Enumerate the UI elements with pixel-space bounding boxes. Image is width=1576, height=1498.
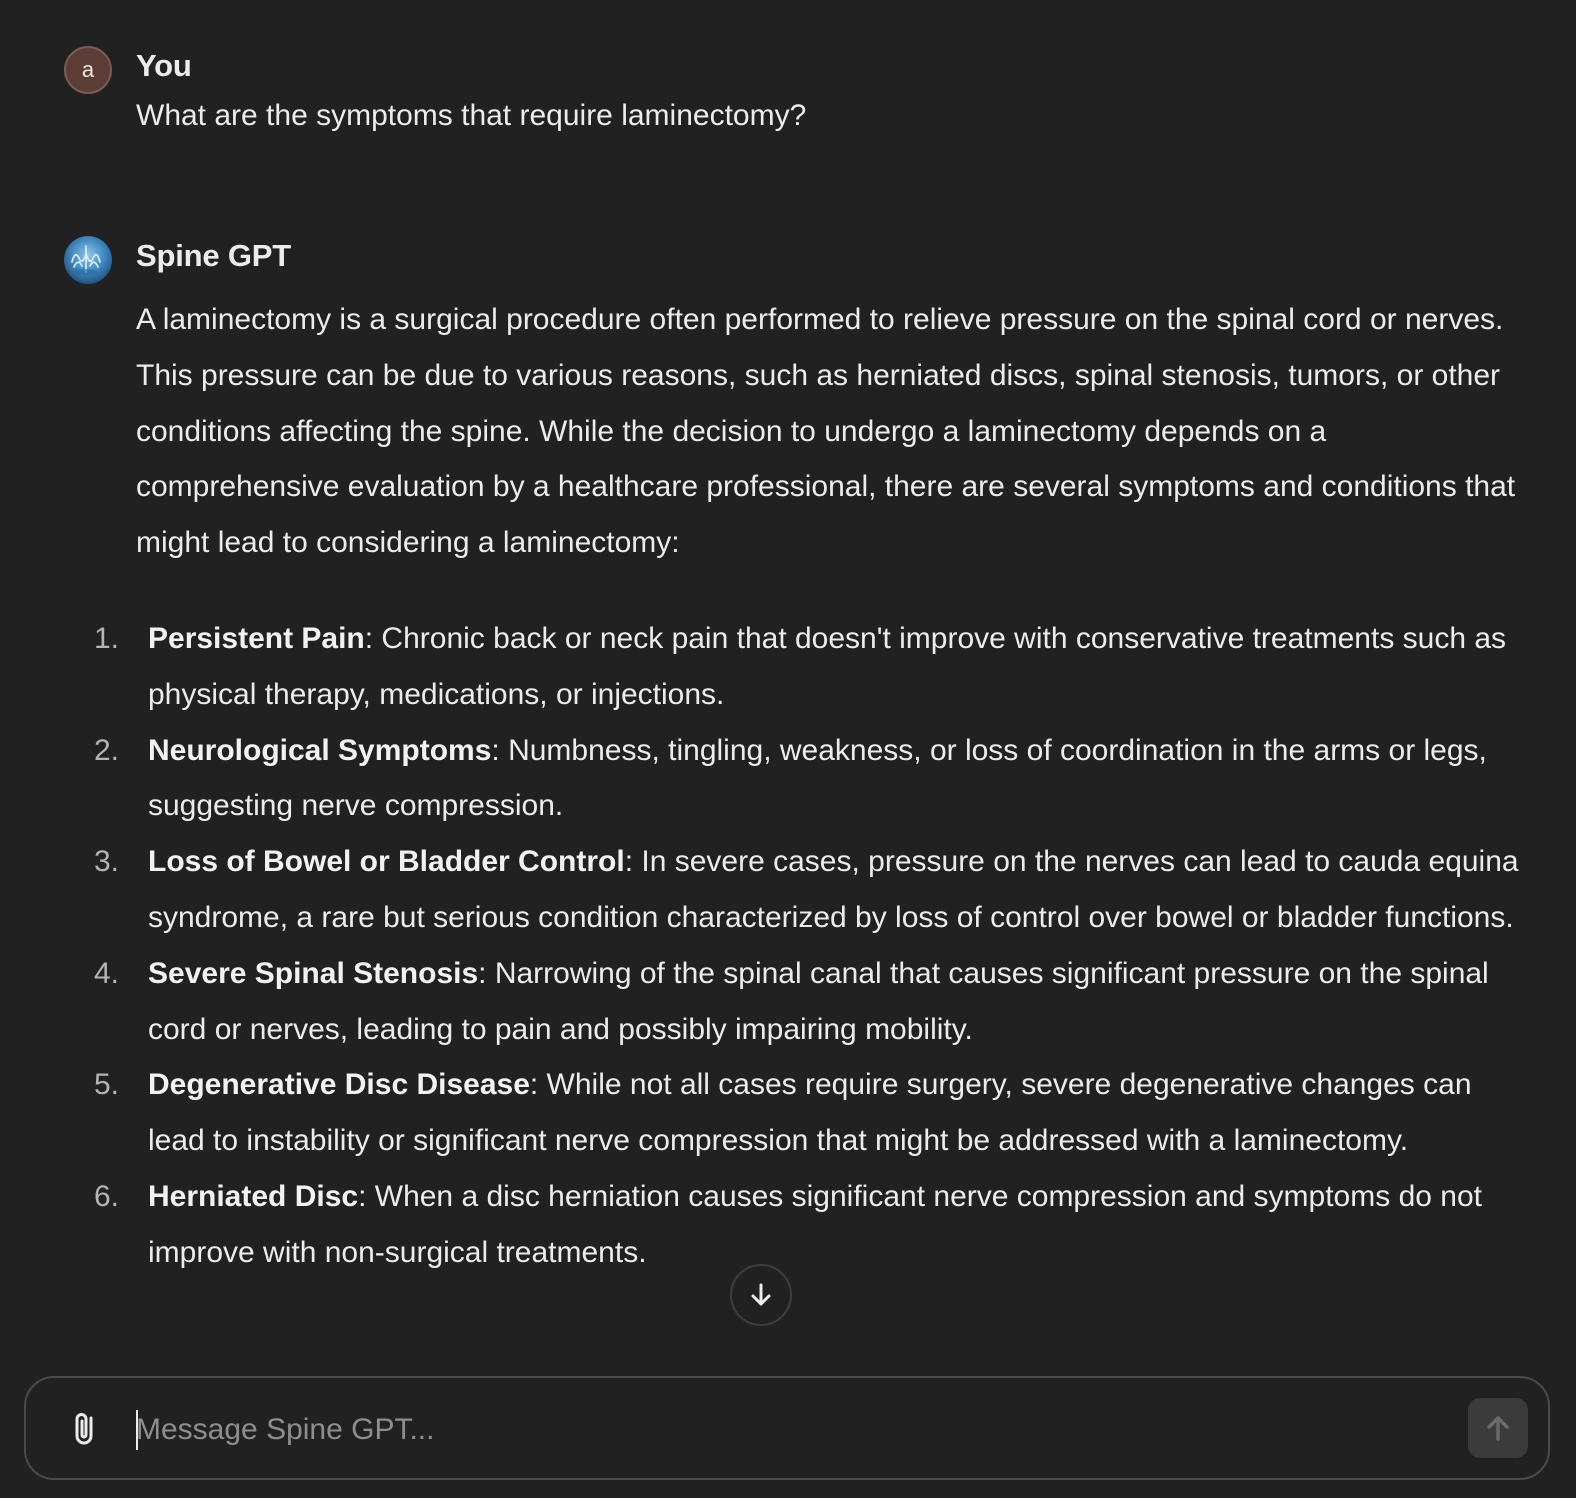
list-term: Herniated Disc (148, 1179, 359, 1213)
message-input[interactable] (136, 1402, 1436, 1458)
user-avatar (64, 46, 112, 94)
response-intro: A laminectomy is a surgical procedure often performed to relieve pressure on the spinal cord or nerves. This pressure can be due to various reasons, such as herniated discs, spinal stenosis, tumors, or other conditions affecting the spine. While the decision to undergo a laminectomy depends on a comprehensive evaluation by a healthcare professional, there are several symptoms and conditions that might lead to considering a laminectomy: (136, 303, 1516, 560)
assistant-response-body (94, 292, 1536, 1281)
list-item (94, 1057, 1536, 1169)
list-description: : Narrowing of the spinal canal that causes significant pressure on the spinal cord or nerves, leading to pain and possibly impairing mobility. (148, 956, 1489, 1046)
user-message-text: What are the symptoms that require laminectomy? (136, 99, 807, 132)
user-author-name: You (136, 48, 192, 83)
list-number: 2. (94, 733, 120, 767)
arrow-down-icon (746, 1280, 776, 1310)
list-term: Neurological Symptoms (148, 733, 492, 767)
list-description: : In severe cases, pressure on the nerves can lead to cauda equina syndrome, a rare but serious condition characterized by loss of control over bowel or bladder functions. (148, 845, 1519, 934)
list-number: 6. (94, 1179, 120, 1213)
list-description: : When a disc herniation causes significant nerve compression and symptoms do not improve with non-surgical treatments. (148, 1179, 1482, 1269)
list-description: : Chronic back or neck pain that doesn't improve with conservative treatments such as physical therapy, medications, or injections. (148, 621, 1507, 711)
list-item (94, 946, 1536, 1058)
spine-gpt-avatar (64, 236, 112, 284)
list-number: 5. (94, 1068, 120, 1102)
list-number: 4. (94, 956, 120, 990)
list-number: 3. (94, 845, 120, 879)
scroll-to-bottom-button[interactable] (730, 1264, 792, 1326)
list-description: : Numbness, tingling, weakness, or loss of coordination in the arms or legs, suggesting nerve compression. (148, 733, 1487, 823)
spine-logo-icon (64, 236, 108, 280)
list-term: Severe Spinal Stenosis (148, 956, 479, 990)
list-item (94, 1169, 1536, 1281)
list-term: Loss of Bowel or Bladder Control (148, 845, 625, 879)
list-term: Persistent Pain (148, 621, 365, 655)
list-description: : While not all cases require surgery, severe degenerative changes can lead to instability or significant nerve compression that might be addressed with a laminectomy. (148, 1068, 1472, 1158)
list-item (94, 723, 1536, 835)
symptom-list (94, 611, 1536, 1281)
paperclip-icon (64, 1406, 108, 1450)
arrow-up-icon (1482, 1412, 1514, 1444)
list-number: 1. (94, 621, 120, 655)
list-item (94, 834, 1536, 946)
send-button[interactable] (1468, 1398, 1528, 1458)
message-composer (24, 1376, 1550, 1480)
user-avatar-letter: a (81, 57, 95, 82)
assistant-author-name: Spine GPT (136, 238, 291, 273)
list-item (94, 611, 1536, 723)
list-term: Degenerative Disc Disease (148, 1068, 530, 1102)
attach-file-button[interactable] (64, 1406, 108, 1450)
